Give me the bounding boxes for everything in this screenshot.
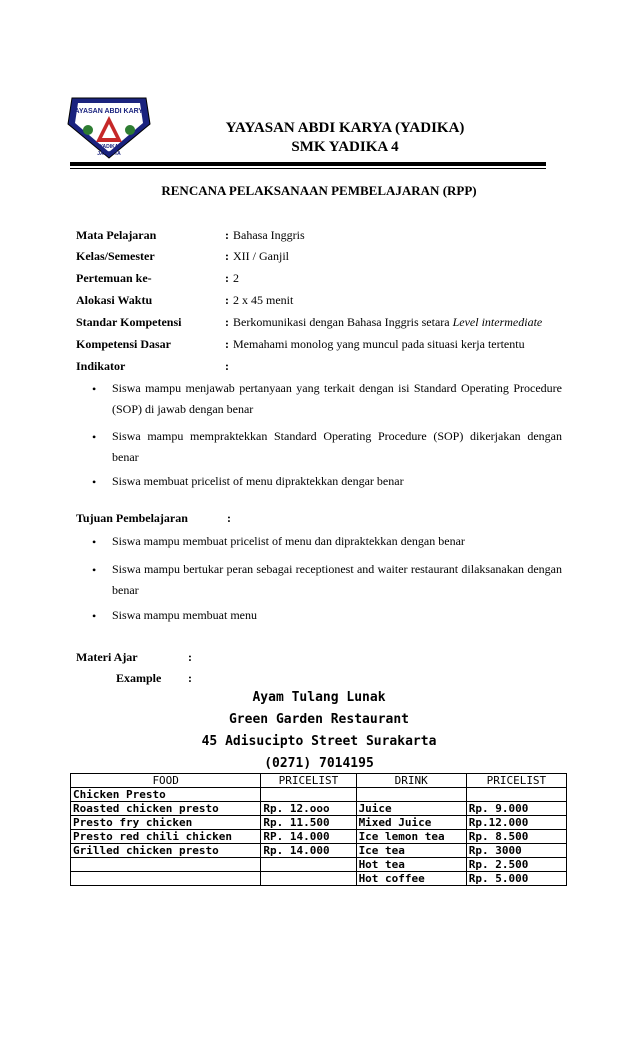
table-cell: [71, 872, 261, 886]
table-cell: Mixed Juice: [356, 816, 466, 830]
field-colon: :: [225, 293, 229, 307]
table-row: [71, 872, 567, 886]
table-cell: [261, 858, 356, 872]
materi-heading: Materi Ajar :: [76, 650, 192, 664]
table-row: [71, 830, 567, 844]
field-label: Pertemuan ke-: [76, 271, 152, 285]
table-cell: [356, 788, 466, 802]
field-colon: :: [225, 249, 229, 263]
bullet-icon: •: [92, 563, 97, 577]
indikator-heading: Indikator :: [76, 359, 229, 373]
field-colon: :: [225, 228, 229, 242]
column-header: FOOD: [71, 774, 261, 788]
table-cell: Hot tea: [356, 858, 466, 872]
tujuan-heading: Tujuan Pembelajaran :: [76, 511, 231, 525]
field-label: Kelas/Semester: [76, 249, 155, 263]
table-cell: Ice lemon tea: [356, 830, 466, 844]
table-cell: RP. 14.000: [261, 830, 356, 844]
field-colon: :: [225, 315, 229, 329]
menu-price-table: [70, 773, 567, 886]
field-value: XII / Ganjil: [233, 249, 289, 263]
yadika-logo: [66, 94, 152, 160]
school-foundation-name: YAYASAN ABDI KARYA (YADIKA): [225, 120, 465, 136]
tujuan-item: Siswa mampu membuat menu: [112, 608, 257, 622]
field-value: 2: [233, 271, 239, 285]
restaurant-branch: Green Garden Restaurant: [228, 712, 409, 727]
table-cell: Rp. 9.000: [466, 802, 566, 816]
field-label: Alokasi Waktu: [76, 293, 153, 307]
bullet-icon: •: [92, 430, 97, 444]
header-divider-thin: [70, 168, 546, 169]
table-row: [71, 844, 567, 858]
restaurant-address: 45 Adisucipto Street Surakarta: [201, 734, 437, 749]
header-divider-thick: [70, 162, 546, 166]
bullet-icon: •: [92, 535, 97, 549]
tujuan-item: Siswa mampu membuat pricelist of menu dan dipraktekkan dengan benar: [112, 534, 465, 548]
table-cell: Rp. 11.500: [261, 816, 356, 830]
field-value: Bahasa Inggris: [233, 228, 305, 242]
table-cell: Rp. 2.500: [466, 858, 566, 872]
table-cell: Roasted chicken presto: [71, 802, 261, 816]
table-cell: Chicken Presto: [71, 788, 261, 802]
table-cell: [466, 788, 566, 802]
restaurant-phone: (0271) 7014195: [264, 756, 374, 771]
table-cell: Ice tea: [356, 844, 466, 858]
indikator-item: Siswa mampu menjawab pertanyaan yang terkait dengan isi Standard Operating Procedure (SOP) di jawab dengan benar: [112, 381, 562, 416]
field-label: Kompetensi Dasar: [76, 337, 171, 351]
field-colon: :: [225, 337, 229, 351]
field-value: Berkomunikasi dengan Bahasa Inggris setara Level intermediate: [233, 315, 543, 329]
field-label: Mata Pelajaran: [76, 228, 157, 242]
indikator-item: Siswa membuat pricelist of menu dipraktekkan dengar benar: [112, 474, 404, 488]
table-cell: Rp. 3000: [466, 844, 566, 858]
svg-text:YADIKA: YADIKA: [99, 144, 119, 150]
table-row: [71, 858, 567, 872]
column-header: DRINK: [356, 774, 466, 788]
table-cell: Rp. 8.500: [466, 830, 566, 844]
table-cell: Hot coffee: [356, 872, 466, 886]
column-header: PRICELIST: [466, 774, 566, 788]
bullet-icon: •: [92, 609, 97, 623]
field-value: 2 x 45 menit: [233, 293, 294, 307]
table-cell: Rp. 12.ooo: [261, 802, 356, 816]
table-cell: Presto fry chicken: [71, 816, 261, 830]
column-header: PRICELIST: [261, 774, 356, 788]
field-colon: :: [225, 271, 229, 285]
svg-text:JAKARTA: JAKARTA: [97, 151, 121, 157]
indikator-item: Siswa mampu mempraktekkan Standard Operating Procedure (SOP) dikerjakan dengan benar: [112, 429, 562, 464]
bullet-icon: •: [92, 382, 97, 396]
document-title: RENCANA PELAKSANAAN PEMBELAJARAN (RPP): [161, 183, 477, 198]
table-row: [71, 802, 567, 816]
table-row: [71, 788, 567, 802]
example-heading: Example :: [116, 671, 192, 685]
tujuan-item: Siswa mampu bertukar peran sebagai receptionest and waiter restaurant dilaksanakan dengan benar: [112, 562, 562, 597]
table-cell: [261, 872, 356, 886]
table-row: [71, 816, 567, 830]
svg-text:YAYASAN ABDI KARYA: YAYASAN ABDI KARYA: [70, 108, 148, 115]
table-cell: Rp. 5.000: [466, 872, 566, 886]
restaurant-name: Ayam Tulang Lunak: [252, 690, 386, 705]
field-value: Memahami monolog yang muncul pada situasi kerja tertentu: [233, 337, 525, 351]
field-label: Standar Kompetensi: [76, 315, 182, 329]
table-header-row: [71, 774, 567, 788]
school-name: SMK YADIKA 4: [291, 139, 399, 155]
table-cell: Rp.12.000: [466, 816, 566, 830]
table-cell: [261, 788, 356, 802]
table-cell: Presto red chili chicken: [71, 830, 261, 844]
bullet-icon: •: [92, 475, 97, 489]
table-cell: [71, 858, 261, 872]
table-cell: Juice: [356, 802, 466, 816]
table-cell: Grilled chicken presto: [71, 844, 261, 858]
table-cell: Rp. 14.000: [261, 844, 356, 858]
